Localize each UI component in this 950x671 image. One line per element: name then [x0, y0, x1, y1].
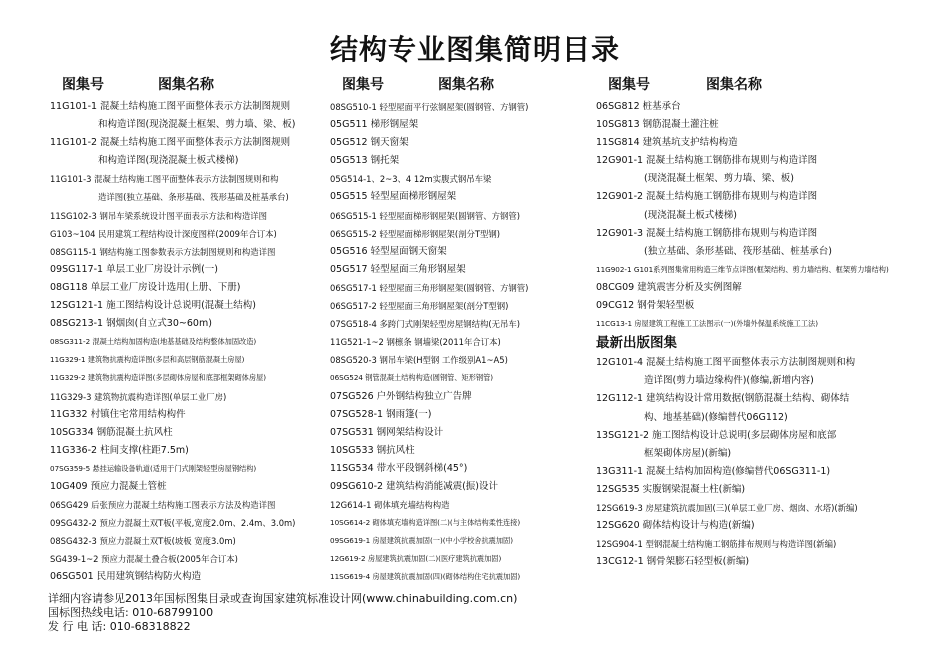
- header-code: 图集号: [608, 77, 650, 93]
- catalog-entry: 11G101-2 混凝土结构施工图平面整体表示方法制图规则: [50, 137, 291, 149]
- catalog-entry: 11G521-1~2 钢檩条 钢墙梁(2011年合订本): [330, 337, 501, 348]
- section-heading-new-releases: 最新出版图集: [596, 335, 677, 352]
- catalog-entry: 10SG334 钢筋混凝土抗风柱: [50, 426, 173, 438]
- catalog-entry: 11SG102-3 钢吊车梁系统设计图平面表示方法和构造详图: [50, 210, 267, 221]
- catalog-entry: 06SG515-1 轻型屋面梯形钢屋架(圆钢管、方钢管): [330, 210, 520, 221]
- catalog-entry: 11G329-3 建筑物抗震构造详图(单层工业厂房): [50, 391, 227, 402]
- catalog-entry: 08G118 单层工业厂房设计选用(上册、下册): [50, 281, 241, 293]
- catalog-entry: 13SG121-2 施工图结构设计总说明(多层砌体房屋和底部: [596, 429, 837, 441]
- page-title: 结构专业图集简明目录: [329, 33, 620, 66]
- catalog-entry: 11G336-2 柱间支撑(柱距7.5m): [50, 444, 189, 456]
- catalog-entry: 05G511 梯形钢屋架: [330, 119, 419, 131]
- catalog-entry: 09SG117-1 单层工业厂房设计示例(一): [50, 263, 219, 275]
- header-code: 图集号: [342, 77, 384, 93]
- catalog-entry: 12SG620 砌体结构设计与构造(新编): [596, 520, 755, 532]
- column-header: [596, 74, 936, 96]
- catalog-entry: 06SG812 桩基承台: [596, 101, 681, 112]
- catalog-entry: 07SG518-4 多跨门式刚架轻型房屋钢结构(无吊车): [330, 319, 520, 330]
- catalog-entry: 08SG115-1 钢结构施工图参数表示方法制图规则和构造详图: [50, 246, 276, 257]
- catalog-entry: 12G112-1 建筑结构设计常用数据(钢筋混凝土结构、砌体结: [596, 393, 850, 405]
- column-header: [50, 74, 340, 96]
- catalog-entry: (现浇混凝土框架、剪力墙、梁、板): [644, 173, 794, 185]
- catalog-entry: 10SG533 钢抗风柱: [330, 444, 415, 456]
- catalog-entry: 10G409 预应力混凝土管桩: [50, 480, 167, 492]
- header-code: 图集号: [62, 77, 104, 93]
- catalog-entry: 08SG213-1 钢烟囱(自立式30~60m): [50, 318, 212, 330]
- catalog-entry: SG439-1~2 预应力混凝土叠合板(2005年合订本): [50, 554, 238, 565]
- header-name: 图集名称: [438, 77, 494, 93]
- catalog-entry: 07SG359-5 悬挂运输设备轨道(适用于门式刚架轻型房屋钢结构): [50, 463, 257, 473]
- footer-website-note: 详细内容请参见2013年国标图集目录或查询国家建筑标准设计网(www.chinabuilding.com.cn): [48, 592, 518, 605]
- catalog-entry: 11G329-2 建筑物抗震构造详图(多层砌体房屋和底部框架砌体房屋): [50, 373, 266, 383]
- catalog-column-2: [330, 74, 600, 587]
- catalog-entry: 12G619-2 房屋建筑抗震加固(二)(医疗建筑抗震加固): [330, 554, 502, 564]
- footer-sales-phone: 发 行 电 话: 010-68318822: [48, 620, 191, 633]
- catalog-entry: (现浇混凝土板式楼梯): [644, 209, 737, 221]
- catalog-entry: 12G901-3 混凝土结构施工钢筋排布规则与构造详图: [596, 227, 818, 239]
- footer-hotline: 国标图热线电话: 010-68799100: [48, 606, 214, 619]
- catalog-entry: 12G614-1 砌体填充墙结构构造: [330, 500, 450, 511]
- catalog-entry: 构、地基基础)(修编替代06G112): [644, 411, 788, 423]
- catalog-entry: 11SG619-4 房屋建筑抗震加固(四)(砌体结构住宅抗震加固): [330, 572, 521, 582]
- catalog-column-1: [50, 74, 340, 587]
- catalog-entry: 11G329-1 建筑物抗震构造详图(多层和高层钢筋混凝土房屋): [50, 355, 245, 365]
- catalog-entry: 05G512 钢天窗架: [330, 137, 409, 149]
- catalog-entry: 06SG501 民用建筑钢结构防火构造: [50, 571, 202, 583]
- catalog-entry: 11G902-1 G101系列图集常用构造三维节点详图(框架结构、剪力墙结构、框架剪力墙结构): [596, 264, 889, 274]
- catalog-entry: G103~104 民用建筑工程结构设计深度图样(2009年合订本): [50, 228, 277, 239]
- catalog-entry: 11SG814 建筑基坑支护结构构造: [596, 137, 738, 149]
- catalog-entry: 12G901-2 混凝土结构施工钢筋排布规则与构造详图: [596, 191, 818, 203]
- catalog-entry: 11SG534 带水平段钢斜梯(45°): [330, 462, 468, 474]
- catalog-entry: 11CG13-1 房屋建筑工程施工工法图示(一)(外墙外保温系统施工工法): [596, 319, 819, 329]
- catalog-list-1: [50, 98, 340, 587]
- catalog-entry: 造详图(独立基础、条形基础、筏形基础及桩基承台): [98, 192, 289, 203]
- catalog-entry: 09SG610-2 建筑结构消能减震(振)设计: [330, 480, 499, 492]
- catalog-entry: 06SG515-2 轻型屋面梯形钢屋架(剖分T型钢): [330, 228, 500, 239]
- header-name: 图集名称: [706, 77, 762, 93]
- catalog-entry: 和构造详图(现浇混凝土板式楼梯): [98, 155, 239, 167]
- catalog-entry: 和构造详图(现浇混凝土框架、剪力墙、梁、板): [98, 119, 296, 131]
- catalog-entry: 09SG619-1 房屋建筑抗震加固(一)(中小学校舍抗震加固): [330, 536, 514, 546]
- catalog-list-3: [596, 98, 936, 571]
- catalog-column-3: [596, 74, 936, 571]
- catalog-entry: 06SG429 后张预应力混凝土结构施工图表示方法及构造详图: [50, 500, 276, 511]
- catalog-entry: 07SG531 钢网架结构设计: [330, 426, 444, 438]
- catalog-entry: 11G101-1 混凝土结构施工图平面整体表示方法制图规则: [50, 101, 291, 112]
- catalog-entry: 12G901-1 混凝土结构施工钢筋排布规则与构造详图: [596, 155, 818, 167]
- catalog-list-2: [330, 98, 600, 587]
- catalog-entry: 12SG619-3 房屋建筑抗震加固(三)(单层工业厂房、烟囱、水塔)(新编): [596, 502, 858, 513]
- catalog-entry: 07SG526 户外钢结构独立广告牌: [330, 390, 472, 402]
- catalog-entry: 08CG09 建筑震害分析及实例图解: [596, 281, 742, 293]
- catalog-entry: 13G311-1 混凝土结构加固构造(修编替代06SG311-1): [596, 465, 831, 477]
- catalog-entry: 08SG510-1 轻型屋面平行弦钢屋架(圆钢管、方钢管): [330, 102, 529, 112]
- catalog-entry: 05G516 轻型屋面钢天窗架: [330, 245, 447, 257]
- catalog-entry: 12SG121-1 施工图结构设计总说明(混凝土结构): [50, 300, 257, 312]
- catalog-entry: 12SG904-1 型钢混凝土结构施工钢筋排布规则与构造详图(新编): [596, 539, 837, 550]
- catalog-entry: 10SG813 钢筋混凝土灌注桩: [596, 119, 719, 131]
- catalog-entry: 06SG517-2 轻型屋面三角形钢屋架(剖分T型钢): [330, 301, 509, 312]
- catalog-entry: 11G332 村镇住宅常用结构构件: [50, 408, 186, 420]
- catalog-entry: 09SG432-2 预应力混凝土双T板(平板,宽度2.0m、2.4m、3.0m): [50, 518, 296, 529]
- catalog-entry: 12SG535 实腹钢梁混凝土柱(新编): [596, 483, 746, 495]
- catalog-entry: 08SG311-2 混凝土结构加固构造(地基基础及结构整体加固改造): [50, 337, 257, 347]
- catalog-entry: 10SG614-2 砌体填充墙构造详图(二)(与主体结构柔性连接): [330, 518, 521, 528]
- catalog-entry: 13CG12-1 钢骨架膨石轻型板(新编): [596, 556, 750, 568]
- catalog-entry: 05G515 轻型屋面梯形钢屋架: [330, 191, 457, 203]
- catalog-entry: 08SG520-3 钢吊车梁(H型钢 工作级别A1~A5): [330, 355, 508, 366]
- catalog-entry: 11G101-3 混凝土结构施工图平面整体表示方法制图规则和构: [50, 174, 279, 185]
- catalog-entry: 06SG524 钢管混凝土结构构造(圆钢管、矩形钢管): [330, 373, 494, 383]
- catalog-entry: (独立基础、条形基础、筏形基础、桩基承台): [644, 245, 832, 257]
- catalog-entry: 07SG528-1 钢雨篷(一): [330, 408, 432, 420]
- catalog-entry: 12G101-4 混凝土结构施工图平面整体表示方法制图规则和构: [596, 357, 856, 369]
- column-header: [330, 74, 600, 96]
- catalog-entry: 08SG432-3 预应力混凝土双T板(坡板 宽度3.0m): [50, 536, 236, 547]
- catalog-entry: 09CG12 钢骨架轻型板: [596, 300, 695, 312]
- catalog-entry: 05G517 轻型屋面三角形钢屋架: [330, 263, 466, 275]
- footer-info: [48, 592, 517, 634]
- header-name: 图集名称: [158, 77, 214, 93]
- catalog-entry: 06SG517-1 轻型屋面三角形钢屋架(圆钢管、方钢管): [330, 282, 529, 293]
- catalog-entry: 05G514-1、2~3、4 12m实腹式钢吊车梁: [330, 174, 492, 185]
- catalog-entry: 框架砌体房屋)(新编): [644, 447, 732, 459]
- catalog-entry: 造详图(剪力墙边缘构件)(修编,新增内容): [644, 375, 814, 387]
- catalog-entry: 05G513 钢托架: [330, 155, 400, 167]
